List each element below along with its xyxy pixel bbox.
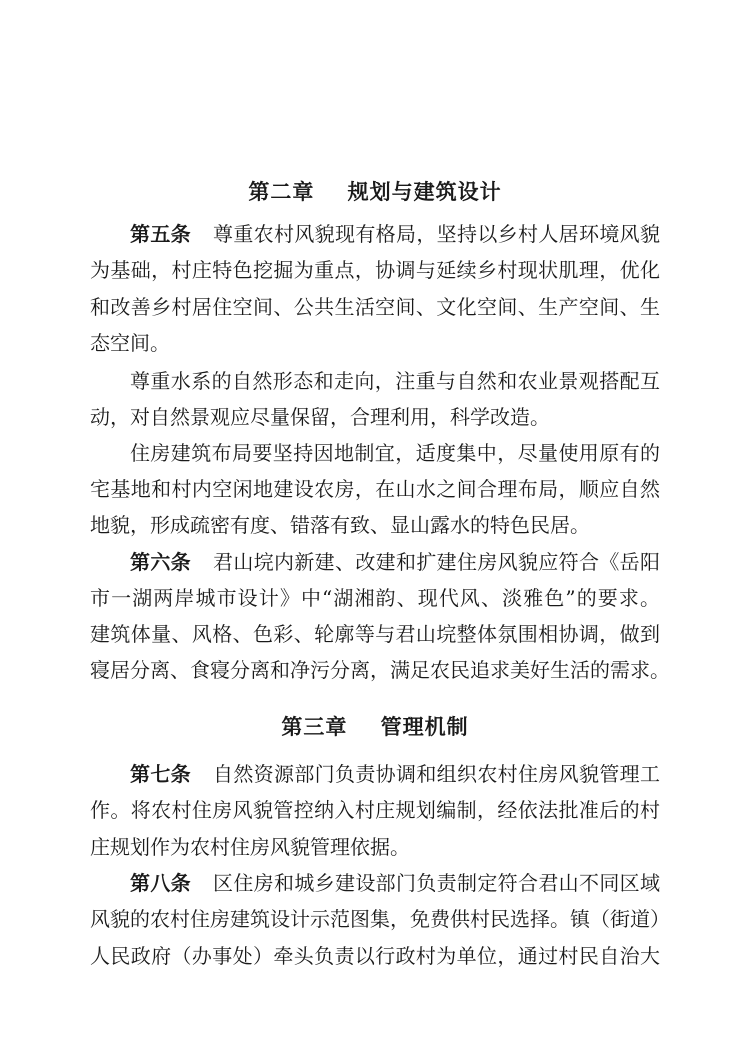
chapter-number: 第三章 [281, 715, 348, 739]
article-label: 第五条 [130, 222, 191, 246]
chapter-title: 规划与建筑设计 [347, 180, 502, 204]
article-label: 第八条 [130, 871, 191, 895]
article-label: 第七条 [130, 762, 191, 786]
chapter-2-heading [0, 176, 750, 206]
chapter-3-heading [0, 711, 750, 741]
article-label: 第六条 [130, 550, 191, 574]
chapter-number: 第二章 [248, 180, 315, 204]
chapter-title: 管理机制 [380, 715, 469, 739]
